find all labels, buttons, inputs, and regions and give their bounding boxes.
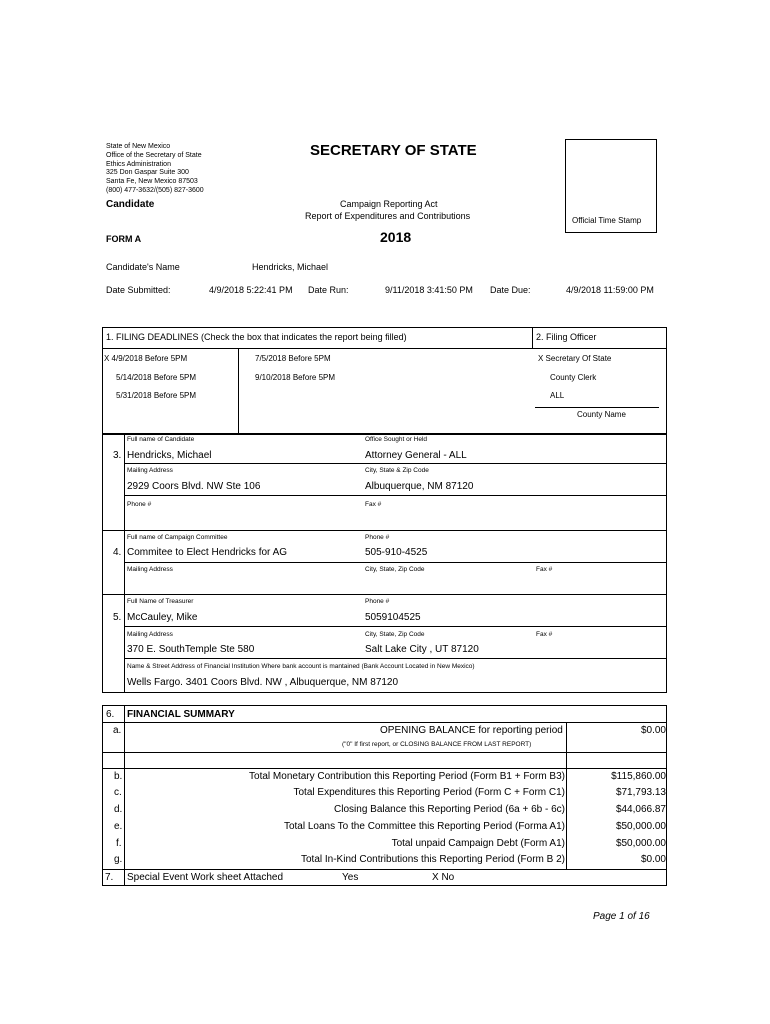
row-letter: b.	[114, 771, 123, 782]
rule	[124, 495, 667, 496]
candidate-name-value: Hendricks, Michael	[252, 262, 329, 272]
row-letter: g.	[114, 854, 123, 865]
treasurer-name-label: Full Name of Treasurer	[127, 598, 194, 605]
special-event-label: Special Event Work sheet Attached	[127, 872, 284, 883]
row-label: Total Monetary Contribution this Reporting Period (Form B1 + Form B3)	[249, 771, 565, 782]
row-label: Total Loans To the Committee this Reporting Period (Forma A1)	[283, 821, 565, 832]
committee-city-label: City, State, Zip Code	[365, 566, 425, 573]
special-event-yes[interactable]: Yes	[342, 872, 359, 883]
date-submitted-value: 4/9/2018 5:22:41 PM	[209, 285, 293, 295]
agency-line: 325 Don Gaspar Suite 300	[106, 169, 189, 177]
row-letter: f.	[116, 838, 122, 849]
candidate-full-name-label: Full name of Candidate	[127, 436, 195, 443]
act-title: Campaign Reporting Act	[340, 199, 438, 209]
committee-phone-label: Phone #	[365, 534, 390, 541]
row-value: $115,860.00	[611, 771, 666, 782]
rule	[535, 407, 659, 408]
rule	[566, 722, 567, 870]
agency-line: Santa Fe, New Mexico 87503	[106, 178, 198, 186]
treasurer-city: Salt Lake City , UT 87120	[365, 644, 479, 655]
date-due-label: Date Due:	[490, 285, 531, 295]
row-letter: e.	[114, 821, 123, 832]
time-stamp-box	[565, 139, 657, 233]
rule	[124, 658, 667, 659]
section-6-number: 6.	[106, 709, 115, 720]
opening-balance-note: ("0" If first report, or CLOSING BALANCE FROM LAST REPORT)	[342, 741, 532, 748]
summary-title: FINANCIAL SUMMARY	[127, 709, 235, 720]
treasurer-fax-label: Fax #	[536, 631, 553, 638]
rule	[102, 594, 667, 595]
rule	[124, 562, 667, 563]
office-sought-label: Office Sought or Held	[365, 436, 428, 443]
mailing-address-label: Mailing Address	[127, 467, 173, 474]
committee-phone: 505-910-4525	[365, 547, 428, 558]
row-value: $50,000.00	[615, 838, 666, 849]
fax-label: Fax #	[365, 501, 382, 508]
candidate-heading: Candidate	[106, 199, 155, 210]
rule	[102, 768, 667, 769]
committee-name-label: Full name of Campaign Committee	[127, 534, 228, 541]
candidate-full-name: Hendricks, Michael	[127, 450, 212, 461]
agency-block	[106, 143, 204, 196]
deadline-option[interactable]: X 4/9/2018 Before 5PM	[104, 354, 188, 363]
deadline-option[interactable]: 5/31/2018 Before 5PM	[116, 391, 197, 400]
treasurer-address-label: Mailing Address	[127, 631, 173, 638]
date-run-value: 9/11/2018 3:41:50 PM	[385, 285, 473, 295]
treasurer-address: 370 E. SouthTemple Ste 580	[127, 644, 255, 655]
row-label: Total In-Kind Contributions this Reporting Period (Form B 2)	[300, 854, 565, 865]
row-label: Total unpaid Campaign Debt (Form A1)	[391, 838, 565, 849]
report-title: Report of Expenditures and Contributions	[305, 211, 471, 221]
office-sought: Attorney General - ALL	[365, 450, 467, 461]
date-run-label: Date Run:	[308, 285, 349, 295]
section-4-number: 4.	[113, 547, 122, 558]
row-label: Closing Balance this Reporting Period (6a + 6b - 6c)	[334, 804, 565, 815]
date-due-value: 4/9/2018 11:59:00 PM	[566, 285, 654, 295]
rule	[102, 722, 667, 723]
row-value: $0.00	[640, 854, 666, 865]
agency-line: Ethics Administration	[106, 160, 171, 168]
section-5-number: 5.	[113, 612, 122, 623]
committee-name: Commitee to Elect Hendricks for AG	[127, 547, 288, 558]
filing-officer-header: 2. Filing Officer	[536, 332, 597, 342]
rule	[124, 434, 125, 693]
rule	[124, 463, 667, 464]
rule	[124, 705, 125, 886]
report-year: 2018	[380, 229, 412, 245]
section-7-number: 7.	[105, 872, 114, 883]
page-title: SECRETARY OF STATE	[310, 142, 477, 159]
city-state-zip-label: City, State & Zip Code	[365, 467, 429, 474]
deadline-option[interactable]: 5/14/2018 Before 5PM	[116, 373, 197, 382]
bank-label: Name & Street Address of Financial Institution Where bank account is mantained (Bank Account Located in New Mexico)	[127, 663, 475, 670]
bank-address: Wells Fargo. 3401 Coors Blvd. NW , Albuquerque, NM 87120	[127, 677, 399, 688]
deadline-option[interactable]: 9/10/2018 Before 5PM	[255, 373, 336, 382]
form-label: FORM A	[106, 234, 142, 244]
deadlines-header: 1. FILING DEADLINES (Check the box that indicates the report being filled)	[106, 332, 407, 342]
agency-line: Office of the Secretary of State	[106, 151, 202, 159]
treasurer-city-label: City, State, Zip Code	[365, 631, 425, 638]
date-submitted-label: Date Submitted:	[106, 285, 171, 295]
treasurer-phone-label: Phone #	[365, 598, 390, 605]
row-value: $44,066.87	[615, 804, 666, 815]
rule	[102, 752, 667, 753]
rule	[102, 530, 667, 531]
opening-letter: a.	[113, 725, 122, 736]
phone-label: Phone #	[127, 501, 152, 508]
officer-option[interactable]: County Clerk	[550, 373, 597, 382]
mailing-address: 2929 Coors Blvd. NW Ste 106	[127, 481, 261, 492]
county-name-label: County Name	[577, 410, 626, 419]
section-3-number: 3.	[113, 450, 122, 461]
treasurer-name: McCauley, Mike	[127, 612, 198, 623]
opening-balance-label: OPENING BALANCE for reporting period	[380, 725, 563, 736]
rule	[102, 348, 667, 349]
row-label: Total Expenditures this Reporting Period (Form C + Form C1)	[293, 787, 565, 798]
page-number: Page 1 of 16	[593, 911, 650, 922]
opening-balance-value: $0.00	[640, 725, 666, 736]
committee-address-label: Mailing Address	[127, 566, 173, 573]
officer-option[interactable]: X Secretary Of State	[538, 354, 612, 363]
officer-option[interactable]: ALL	[550, 391, 565, 400]
deadline-option[interactable]: 7/5/2018 Before 5PM	[255, 354, 331, 363]
rule	[238, 349, 239, 434]
row-letter: c.	[114, 787, 122, 798]
special-event-no[interactable]: X No	[432, 872, 455, 883]
time-stamp-label: Official Time Stamp	[572, 216, 642, 225]
committee-fax-label: Fax #	[536, 566, 553, 573]
rule	[102, 869, 667, 870]
row-letter: d.	[114, 804, 123, 815]
agency-line: State of New Mexico	[106, 143, 171, 150]
candidate-name-label: Candidate's Name	[106, 262, 180, 272]
city-state-zip: Albuquerque, NM 87120	[365, 481, 474, 492]
rule	[124, 626, 667, 627]
row-value: $50,000.00	[615, 821, 666, 832]
treasurer-phone: 5059104525	[365, 612, 421, 623]
rule	[532, 327, 533, 349]
row-value: $71,793.13	[615, 787, 666, 798]
agency-line: (800) 477-3632/(505) 827-3600	[106, 186, 204, 194]
